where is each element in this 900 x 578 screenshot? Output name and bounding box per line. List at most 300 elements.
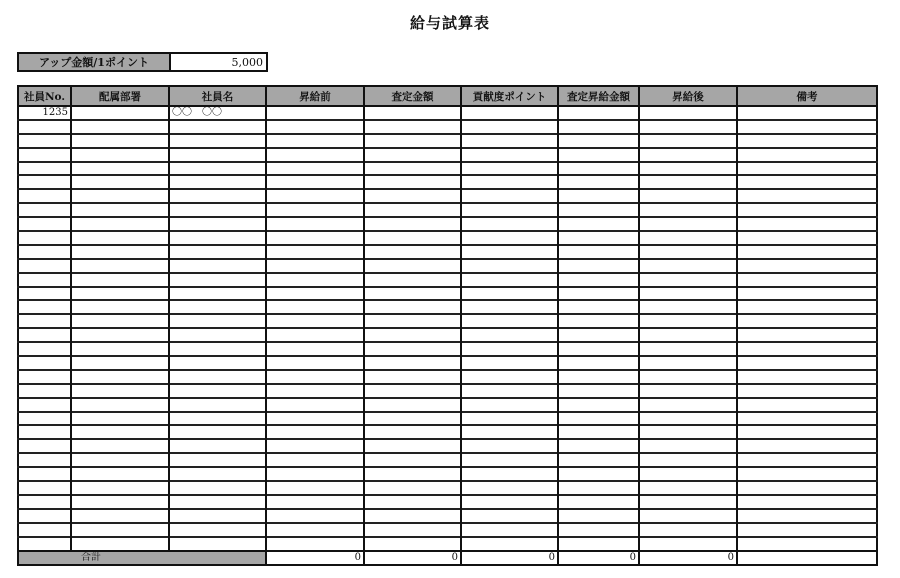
cell-notes[interactable]	[737, 217, 877, 231]
cell-raise[interactable]	[558, 495, 639, 509]
cell-assessed[interactable]	[364, 356, 461, 370]
table-row	[18, 120, 877, 134]
cell-emp_no[interactable]	[18, 509, 71, 523]
column-header-points: 貢献度ポイント	[461, 86, 558, 106]
table-row	[18, 398, 877, 412]
cell-emp_no[interactable]	[18, 175, 71, 189]
cell-after[interactable]	[639, 425, 737, 439]
cell-assessed[interactable]	[364, 412, 461, 426]
cell-name[interactable]	[169, 273, 266, 287]
cell-emp_no[interactable]	[18, 148, 71, 162]
cell-after[interactable]	[639, 453, 737, 467]
cell-assessed[interactable]	[364, 439, 461, 453]
table-row	[18, 509, 877, 523]
cell-assessed[interactable]	[364, 509, 461, 523]
cell-notes[interactable]	[737, 481, 877, 495]
cell-emp_no[interactable]	[18, 245, 71, 259]
cell-name[interactable]	[169, 148, 266, 162]
cell-raise[interactable]	[558, 259, 639, 273]
cell-assessed[interactable]	[364, 175, 461, 189]
cell-raise[interactable]	[558, 453, 639, 467]
cell-name[interactable]	[169, 342, 266, 356]
cell-dept[interactable]	[71, 523, 169, 537]
cell-before[interactable]	[266, 314, 364, 328]
cell-assessed[interactable]	[364, 189, 461, 203]
cell-emp_no[interactable]	[18, 217, 71, 231]
cell-assessed[interactable]	[364, 314, 461, 328]
cell-raise[interactable]	[558, 189, 639, 203]
cell-notes[interactable]	[737, 467, 877, 481]
cell-name[interactable]	[169, 217, 266, 231]
cell-before[interactable]	[266, 495, 364, 509]
cell-notes[interactable]	[737, 106, 877, 120]
cell-dept[interactable]	[71, 287, 169, 301]
cell-points[interactable]	[461, 342, 558, 356]
cell-raise[interactable]	[558, 481, 639, 495]
cell-after[interactable]	[639, 231, 737, 245]
cell-after[interactable]	[639, 134, 737, 148]
cell-after[interactable]	[639, 328, 737, 342]
cell-before[interactable]	[266, 273, 364, 287]
rate-per-point-value[interactable]: 5,000	[171, 54, 266, 70]
cell-after[interactable]	[639, 481, 737, 495]
cell-dept[interactable]	[71, 370, 169, 384]
cell-emp_no[interactable]	[18, 189, 71, 203]
salary-table	[17, 85, 878, 566]
cell-name[interactable]	[169, 245, 266, 259]
cell-points[interactable]	[461, 162, 558, 176]
cell-before[interactable]	[266, 328, 364, 342]
cell-notes[interactable]	[737, 245, 877, 259]
cell-assessed[interactable]	[364, 245, 461, 259]
cell-assessed[interactable]	[364, 148, 461, 162]
cell-after[interactable]	[639, 259, 737, 273]
cell-notes[interactable]	[737, 189, 877, 203]
cell-assessed[interactable]	[364, 384, 461, 398]
cell-name[interactable]	[169, 495, 266, 509]
cell-notes[interactable]	[737, 328, 877, 342]
cell-dept[interactable]	[71, 328, 169, 342]
cell-after[interactable]	[639, 495, 737, 509]
cell-before[interactable]	[266, 481, 364, 495]
cell-before[interactable]	[266, 189, 364, 203]
cell-before[interactable]	[266, 425, 364, 439]
cell-dept[interactable]	[71, 467, 169, 481]
cell-assessed[interactable]	[364, 203, 461, 217]
cell-assessed[interactable]	[364, 467, 461, 481]
cell-after[interactable]	[639, 217, 737, 231]
cell-points[interactable]	[461, 203, 558, 217]
cell-assessed[interactable]	[364, 300, 461, 314]
cell-assessed[interactable]	[364, 162, 461, 176]
cell-emp_no[interactable]	[18, 398, 71, 412]
cell-assessed[interactable]	[364, 106, 461, 120]
cell-dept[interactable]	[71, 259, 169, 273]
cell-notes[interactable]	[737, 134, 877, 148]
cell-assessed[interactable]	[364, 370, 461, 384]
cell-points[interactable]	[461, 495, 558, 509]
cell-notes[interactable]	[737, 495, 877, 509]
cell-points[interactable]	[461, 300, 558, 314]
cell-notes[interactable]	[737, 273, 877, 287]
cell-before[interactable]	[266, 175, 364, 189]
cell-raise[interactable]	[558, 328, 639, 342]
cell-emp_no[interactable]	[18, 273, 71, 287]
cell-points[interactable]	[461, 245, 558, 259]
table-row	[18, 439, 877, 453]
cell-raise[interactable]	[558, 134, 639, 148]
cell-emp_no[interactable]	[18, 453, 71, 467]
cell-emp_no[interactable]	[18, 481, 71, 495]
table-header-row	[18, 86, 877, 106]
cell-dept[interactable]	[71, 217, 169, 231]
cell-emp_no[interactable]	[18, 300, 71, 314]
cell-raise[interactable]	[558, 120, 639, 134]
cell-notes[interactable]	[737, 175, 877, 189]
cell-emp_no[interactable]	[18, 467, 71, 481]
cell-emp_no[interactable]	[18, 314, 71, 328]
cell-name[interactable]	[169, 509, 266, 523]
cell-dept[interactable]	[71, 384, 169, 398]
cell-notes[interactable]	[737, 120, 877, 134]
cell-notes[interactable]	[737, 259, 877, 273]
cell-assessed[interactable]	[364, 328, 461, 342]
cell-points[interactable]	[461, 134, 558, 148]
cell-points[interactable]	[461, 120, 558, 134]
cell-points[interactable]	[461, 523, 558, 537]
cell-dept[interactable]	[71, 398, 169, 412]
cell-dept[interactable]	[71, 509, 169, 523]
cell-before[interactable]	[266, 439, 364, 453]
cell-name[interactable]	[169, 300, 266, 314]
cell-notes[interactable]	[737, 148, 877, 162]
cell-notes[interactable]	[737, 412, 877, 426]
cell-dept[interactable]	[71, 439, 169, 453]
cell-before[interactable]	[266, 342, 364, 356]
cell-before[interactable]	[266, 203, 364, 217]
cell-name[interactable]	[169, 314, 266, 328]
cell-raise[interactable]	[558, 300, 639, 314]
cell-emp_no[interactable]: 1235	[18, 106, 71, 120]
cell-dept[interactable]	[71, 162, 169, 176]
cell-before[interactable]	[266, 245, 364, 259]
cell-notes[interactable]	[737, 537, 877, 551]
cell-assessed[interactable]	[364, 259, 461, 273]
table-row	[18, 425, 877, 439]
cell-points[interactable]	[461, 412, 558, 426]
cell-after[interactable]	[639, 356, 737, 370]
cell-before[interactable]	[266, 217, 364, 231]
cell-after[interactable]	[639, 300, 737, 314]
cell-emp_no[interactable]	[18, 412, 71, 426]
cell-name[interactable]	[169, 175, 266, 189]
cell-dept[interactable]	[71, 245, 169, 259]
cell-name[interactable]	[169, 523, 266, 537]
cell-name[interactable]	[169, 467, 266, 481]
cell-notes[interactable]	[737, 509, 877, 523]
cell-dept[interactable]	[71, 189, 169, 203]
cell-raise[interactable]	[558, 425, 639, 439]
cell-notes[interactable]	[737, 287, 877, 301]
cell-dept[interactable]	[71, 412, 169, 426]
cell-before[interactable]	[266, 384, 364, 398]
cell-raise[interactable]	[558, 509, 639, 523]
cell-after[interactable]	[639, 175, 737, 189]
cell-dept[interactable]	[71, 120, 169, 134]
cell-raise[interactable]	[558, 467, 639, 481]
cell-raise[interactable]	[558, 537, 639, 551]
cell-after[interactable]	[639, 384, 737, 398]
cell-emp_no[interactable]	[18, 425, 71, 439]
cell-emp_no[interactable]	[18, 231, 71, 245]
cell-points[interactable]	[461, 425, 558, 439]
cell-before[interactable]	[266, 356, 364, 370]
cell-after[interactable]	[639, 203, 737, 217]
cell-points[interactable]	[461, 384, 558, 398]
cell-notes[interactable]	[737, 342, 877, 356]
cell-after[interactable]	[639, 106, 737, 120]
cell-name[interactable]	[169, 162, 266, 176]
cell-after[interactable]	[639, 537, 737, 551]
cell-emp_no[interactable]	[18, 259, 71, 273]
cell-notes[interactable]	[737, 162, 877, 176]
cell-dept[interactable]	[71, 175, 169, 189]
cell-after[interactable]	[639, 245, 737, 259]
cell-notes[interactable]	[737, 356, 877, 370]
cell-points[interactable]	[461, 370, 558, 384]
cell-assessed[interactable]	[364, 287, 461, 301]
cell-name[interactable]: 〇〇 〇〇	[169, 106, 266, 120]
cell-name[interactable]	[169, 439, 266, 453]
table-row	[18, 175, 877, 189]
cell-dept[interactable]	[71, 106, 169, 120]
cell-emp_no[interactable]	[18, 439, 71, 453]
cell-before[interactable]	[266, 467, 364, 481]
cell-notes[interactable]	[737, 453, 877, 467]
cell-after[interactable]	[639, 287, 737, 301]
cell-after[interactable]	[639, 273, 737, 287]
cell-points[interactable]	[461, 328, 558, 342]
cell-name[interactable]	[169, 259, 266, 273]
cell-assessed[interactable]	[364, 523, 461, 537]
cell-dept[interactable]	[71, 300, 169, 314]
cell-emp_no[interactable]	[18, 356, 71, 370]
cell-points[interactable]	[461, 356, 558, 370]
cell-assessed[interactable]	[364, 273, 461, 287]
cell-name[interactable]	[169, 120, 266, 134]
cell-name[interactable]	[169, 412, 266, 426]
cell-raise[interactable]	[558, 273, 639, 287]
cell-before[interactable]	[266, 106, 364, 120]
cell-points[interactable]	[461, 175, 558, 189]
cell-before[interactable]	[266, 509, 364, 523]
cell-before[interactable]	[266, 231, 364, 245]
cell-before[interactable]	[266, 287, 364, 301]
cell-assessed[interactable]	[364, 217, 461, 231]
cell-assessed[interactable]	[364, 495, 461, 509]
cell-notes[interactable]	[737, 300, 877, 314]
cell-before[interactable]	[266, 259, 364, 273]
cell-dept[interactable]	[71, 314, 169, 328]
cell-raise[interactable]	[558, 439, 639, 453]
cell-after[interactable]	[639, 467, 737, 481]
cell-after[interactable]	[639, 370, 737, 384]
cell-name[interactable]	[169, 425, 266, 439]
cell-raise[interactable]	[558, 162, 639, 176]
cell-before[interactable]	[266, 120, 364, 134]
cell-name[interactable]	[169, 384, 266, 398]
cell-name[interactable]	[169, 398, 266, 412]
cell-emp_no[interactable]	[18, 342, 71, 356]
cell-notes[interactable]	[737, 439, 877, 453]
cell-emp_no[interactable]	[18, 134, 71, 148]
cell-after[interactable]	[639, 439, 737, 453]
cell-name[interactable]	[169, 453, 266, 467]
cell-after[interactable]	[639, 120, 737, 134]
cell-dept[interactable]	[71, 273, 169, 287]
cell-after[interactable]	[639, 398, 737, 412]
cell-before[interactable]	[266, 412, 364, 426]
cell-emp_no[interactable]	[18, 203, 71, 217]
cell-points[interactable]	[461, 189, 558, 203]
cell-after[interactable]	[639, 314, 737, 328]
cell-points[interactable]	[461, 148, 558, 162]
cell-notes[interactable]	[737, 523, 877, 537]
cell-dept[interactable]	[71, 425, 169, 439]
cell-after[interactable]	[639, 189, 737, 203]
cell-name[interactable]	[169, 287, 266, 301]
cell-assessed[interactable]	[364, 134, 461, 148]
cell-raise[interactable]	[558, 245, 639, 259]
cell-points[interactable]	[461, 537, 558, 551]
cell-raise[interactable]	[558, 523, 639, 537]
cell-raise[interactable]	[558, 356, 639, 370]
cell-raise[interactable]	[558, 370, 639, 384]
cell-raise[interactable]	[558, 106, 639, 120]
cell-before[interactable]	[266, 453, 364, 467]
cell-emp_no[interactable]	[18, 328, 71, 342]
cell-dept[interactable]	[71, 481, 169, 495]
cell-emp_no[interactable]	[18, 523, 71, 537]
cell-after[interactable]	[639, 509, 737, 523]
cell-points[interactable]	[461, 467, 558, 481]
cell-points[interactable]	[461, 287, 558, 301]
cell-dept[interactable]	[71, 134, 169, 148]
cell-assessed[interactable]	[364, 231, 461, 245]
cell-raise[interactable]	[558, 398, 639, 412]
cell-raise[interactable]	[558, 203, 639, 217]
cell-after[interactable]	[639, 162, 737, 176]
cell-notes[interactable]	[737, 425, 877, 439]
cell-points[interactable]	[461, 398, 558, 412]
cell-dept[interactable]	[71, 203, 169, 217]
cell-emp_no[interactable]	[18, 287, 71, 301]
cell-points[interactable]	[461, 481, 558, 495]
table-row	[18, 467, 877, 481]
cell-after[interactable]	[639, 523, 737, 537]
cell-name[interactable]	[169, 189, 266, 203]
cell-notes[interactable]	[737, 203, 877, 217]
cell-dept[interactable]	[71, 356, 169, 370]
cell-name[interactable]	[169, 356, 266, 370]
cell-name[interactable]	[169, 231, 266, 245]
cell-raise[interactable]	[558, 175, 639, 189]
cell-dept[interactable]	[71, 342, 169, 356]
cell-points[interactable]	[461, 453, 558, 467]
cell-after[interactable]	[639, 148, 737, 162]
cell-name[interactable]	[169, 134, 266, 148]
cell-points[interactable]	[461, 259, 558, 273]
cell-raise[interactable]	[558, 148, 639, 162]
cell-notes[interactable]	[737, 231, 877, 245]
cell-dept[interactable]	[71, 148, 169, 162]
cell-before[interactable]	[266, 148, 364, 162]
cell-raise[interactable]	[558, 412, 639, 426]
cell-points[interactable]	[461, 217, 558, 231]
cell-emp_no[interactable]	[18, 495, 71, 509]
cell-notes[interactable]	[737, 370, 877, 384]
cell-points[interactable]	[461, 106, 558, 120]
cell-notes[interactable]	[737, 398, 877, 412]
cell-dept[interactable]	[71, 495, 169, 509]
cell-name[interactable]	[169, 537, 266, 551]
cell-emp_no[interactable]	[18, 537, 71, 551]
cell-before[interactable]	[266, 134, 364, 148]
cell-before[interactable]	[266, 300, 364, 314]
cell-points[interactable]	[461, 439, 558, 453]
cell-assessed[interactable]	[364, 481, 461, 495]
cell-raise[interactable]	[558, 314, 639, 328]
cell-name[interactable]	[169, 328, 266, 342]
cell-before[interactable]	[266, 537, 364, 551]
cell-before[interactable]	[266, 523, 364, 537]
cell-before[interactable]	[266, 370, 364, 384]
cell-after[interactable]	[639, 412, 737, 426]
cell-emp_no[interactable]	[18, 162, 71, 176]
cell-assessed[interactable]	[364, 120, 461, 134]
cell-before[interactable]	[266, 398, 364, 412]
cell-assessed[interactable]	[364, 453, 461, 467]
cell-raise[interactable]	[558, 217, 639, 231]
column-header-name: 社員名	[169, 86, 266, 106]
cell-name[interactable]	[169, 370, 266, 384]
cell-assessed[interactable]	[364, 342, 461, 356]
cell-emp_no[interactable]	[18, 384, 71, 398]
cell-dept[interactable]	[71, 231, 169, 245]
cell-points[interactable]	[461, 509, 558, 523]
cell-points[interactable]	[461, 273, 558, 287]
cell-name[interactable]	[169, 203, 266, 217]
cell-assessed[interactable]	[364, 425, 461, 439]
cell-assessed[interactable]	[364, 537, 461, 551]
cell-emp_no[interactable]	[18, 120, 71, 134]
cell-after[interactable]	[639, 342, 737, 356]
cell-raise[interactable]	[558, 384, 639, 398]
cell-dept[interactable]	[71, 453, 169, 467]
cell-notes[interactable]	[737, 384, 877, 398]
cell-raise[interactable]	[558, 231, 639, 245]
cell-name[interactable]	[169, 481, 266, 495]
cell-notes[interactable]	[737, 314, 877, 328]
cell-raise[interactable]	[558, 287, 639, 301]
cell-dept[interactable]	[71, 537, 169, 551]
cell-points[interactable]	[461, 314, 558, 328]
cell-assessed[interactable]	[364, 398, 461, 412]
cell-before[interactable]	[266, 162, 364, 176]
cell-points[interactable]	[461, 231, 558, 245]
cell-emp_no[interactable]	[18, 370, 71, 384]
cell-raise[interactable]	[558, 342, 639, 356]
